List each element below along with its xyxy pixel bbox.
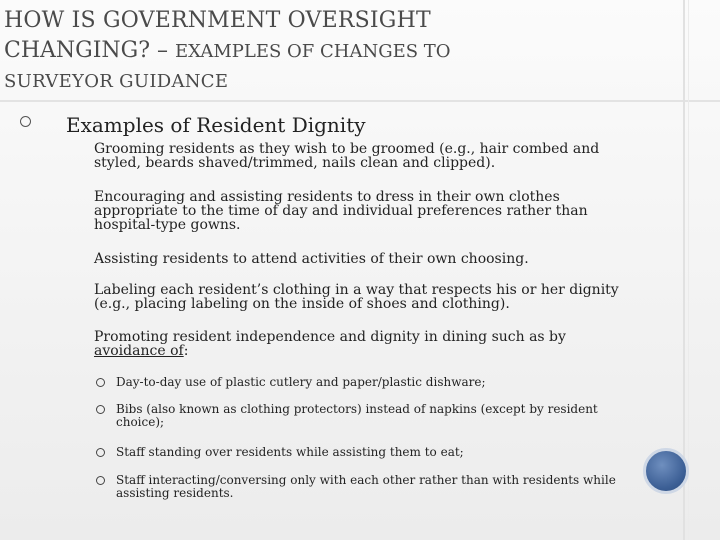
section-heading: Examples of Resident Dignity bbox=[66, 113, 366, 137]
sub-list-item-text: Staff standing over residents while assisting them to eat; bbox=[116, 445, 464, 459]
sub-list-item-text: Day-to-day use of plastic cutlery and paper/plastic dishware; bbox=[116, 375, 486, 389]
ring-bullet-icon bbox=[96, 378, 105, 387]
title-line-2 bbox=[4, 38, 451, 63]
list-item-text: Grooming residents as they wish to be groomed (e.g., hair combed and styled, beards shaved/trimmed, nails clean and clipped). bbox=[94, 141, 600, 171]
list-item-text: Labeling each resident’s clothing in a way that respects his or her dignity (e.g., placing labeling on the inside of shoes and clothing). bbox=[94, 282, 619, 312]
title-line-1: HOW IS GOVERNMENT OVERSIGHT bbox=[4, 8, 431, 33]
list-item-text bbox=[94, 330, 624, 358]
ring-bullet-icon bbox=[20, 116, 31, 127]
title-line-2-main: CHANGING? – bbox=[4, 38, 176, 63]
colon: : bbox=[183, 343, 189, 359]
list-item-text: Encouraging and assisting residents to dress in their own clothes appropriate to the time of day and individual preferences rather than hospital-type gowns. bbox=[94, 189, 588, 233]
title-divider bbox=[0, 100, 720, 102]
title-line-2-small: EXAMPLES OF CHANGES TO bbox=[175, 41, 451, 62]
sub-list-item-text: Bibs (also known as clothing protectors) instead of napkins (except by resident choice); bbox=[116, 402, 598, 429]
ring-bullet-icon bbox=[96, 405, 105, 414]
dining-intro: Promoting resident independence and dignity in dining such as by bbox=[94, 329, 566, 345]
slide-title bbox=[4, 6, 644, 97]
sub-list-item-text: Staff interacting/conversing only with each other rather than with residents while assisting residents. bbox=[116, 473, 616, 500]
decorative-circle-icon bbox=[643, 448, 689, 494]
title-line-3: SURVEYOR GUIDANCE bbox=[4, 71, 229, 92]
ring-bullet-icon bbox=[96, 476, 105, 485]
right-edge-line-thin bbox=[688, 0, 689, 540]
avoidance-of-underlined: avoidance of bbox=[94, 343, 184, 359]
ring-bullet-icon bbox=[96, 448, 105, 457]
list-item-text: Assisting residents to attend activities of their own choosing. bbox=[94, 251, 529, 267]
